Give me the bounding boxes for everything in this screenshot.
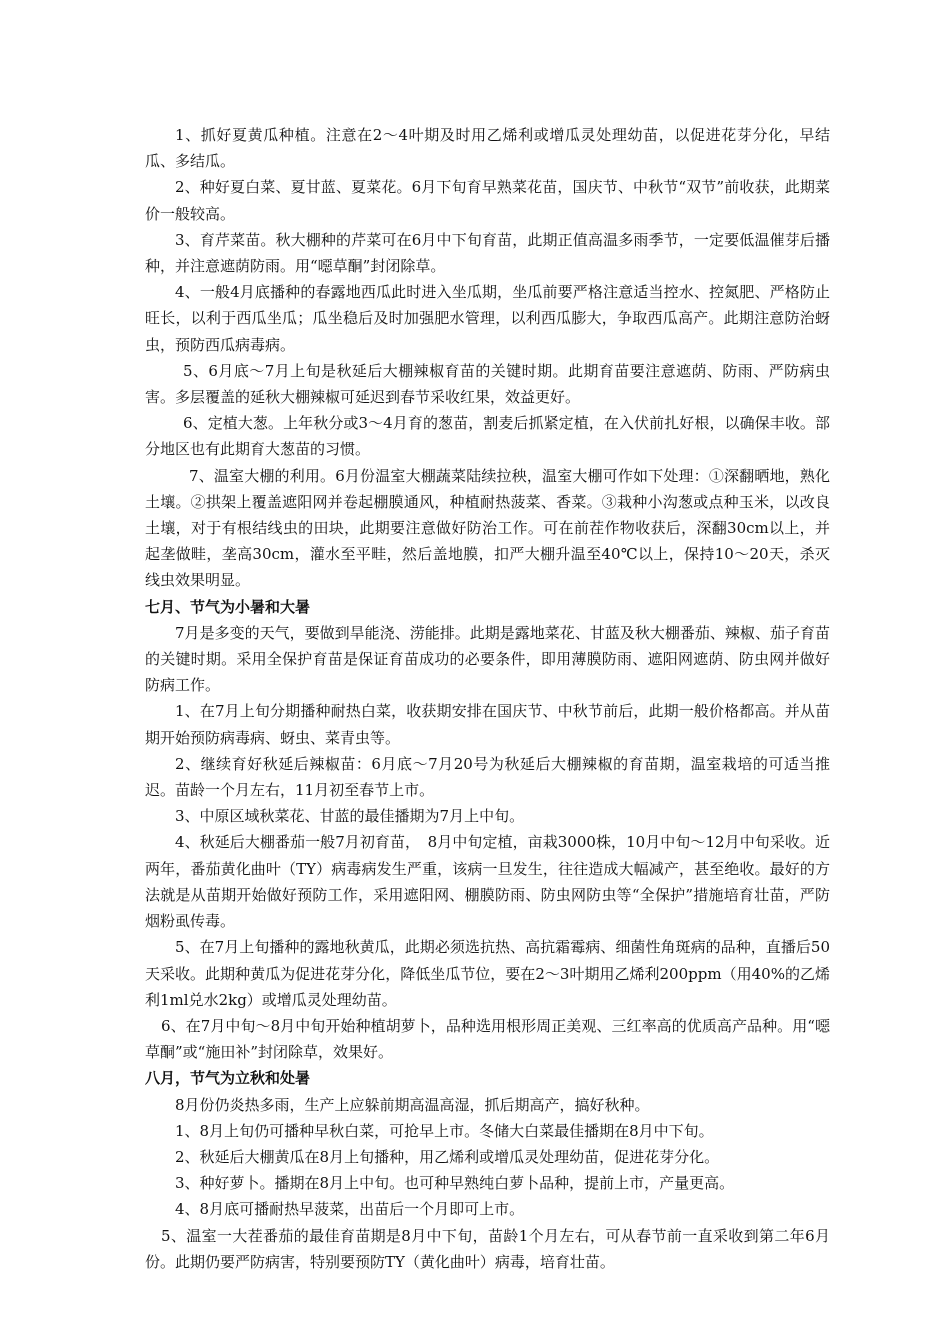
paragraph-august-5: 5、温室一大茬番茄的最佳育苗期是8月中下旬，苗龄1个月左右，可从春节前一直采收到第二年6月份。此期仍要严防病害，特别要预防TY（黄化曲叶）病毒，培育壮苗。 — [145, 1226, 830, 1271]
paragraph-august-intro: 8月份仍炎热多雨，生产上应躲前期高温高湿，抓后期高产，搞好秋种。 — [175, 1095, 650, 1114]
paragraph-summer-cucumber: 1、抓好夏黄瓜种植。注意在2～4叶期及时用乙烯利或增瓜灵处理幼苗，以促进花芽分化，早结瓜、多结瓜。 — [145, 126, 830, 171]
paragraph-july-6: 6、在7月中旬～8月中旬开始种植胡萝卜，品种选用根形周正美观、三红率高的优质高产品种。用“噁草酮”或“施田补”封闭除草，效果好。 — [145, 1016, 830, 1062]
paragraph-august-2: 2、秋延后大棚黄瓜在8月上旬播种，用乙烯利或增瓜灵处理幼苗，促进花芽分化。 — [175, 1147, 720, 1166]
paragraph-watermelon: 4、一般4月底播种的春露地西瓜此时进入坐瓜期，坐瓜前要严格注意适当控水、控氮肥、严格防止旺长，以利于西瓜坐瓜；瓜坐稳后及时加强肥水管理，以利西瓜膨大，争取西瓜高产。此期注意防治蚜虫，预防西瓜病毒病。 — [145, 283, 830, 354]
paragraph-pepper-seedling: 5、6月底～7月上旬是秋延后大棚辣椒育苗的关键时期。此期育苗要注意遮荫、防雨、严防病虫害。多层覆盖的延秋大棚辣椒可延迟到春节采收红果，效益更好。 — [145, 361, 830, 407]
document-body — [145, 122, 830, 1275]
paragraph-summer-cabbage: 2、种好夏白菜、夏甘蓝、夏菜花。6月下旬育早熟菜花苗，国庆节、中秋节“双节”前收获，此期菜价一般较高。 — [145, 178, 830, 223]
paragraph-july-2: 2、继续育好秋延后辣椒苗：6月底～7月20号为秋延后大棚辣椒的育苗期，温室栽培的可适当推迟。苗龄一个月左右，11月初至春节上市。 — [145, 754, 830, 800]
paragraph-celery: 3、育芹菜苗。秋大棚种的芹菜可在6月中下旬育苗，此期正值高温多雨季节，一定要低温催芽后播种，并注意遮荫防雨。用“噁草酮”封闭除草。 — [145, 230, 830, 276]
paragraph-scallion: 6、定植大葱。上年秋分或3～4月育的葱苗，割麦后抓紧定植，在入伏前扎好根，以确保丰收。部分地区也有此期育大葱苗的习惯。 — [145, 414, 830, 459]
heading-august: 八月，节气为立秋和处暑 — [145, 1069, 311, 1088]
paragraph-july-5: 5、在7月上旬播种的露地秋黄瓜，此期必须选抗热、高抗霜霉病、细菌性角斑病的品种，直播后50天采收。此期种黄瓜为促进花芽分化，降低坐瓜节位，要在2～3叶期用乙烯利200ppm（用40%的乙烯利1ml兑水2kg）或增瓜灵处理幼苗。 — [145, 938, 830, 1009]
heading-july: 七月、节气为小暑和大暑 — [145, 597, 311, 616]
paragraph-august-3: 3、种好萝卜。播期在8月上中旬。也可种早熟纯白萝卜品种，提前上市，产量更高。 — [175, 1174, 735, 1193]
paragraph-july-1: 1、在7月上旬分期播种耐热白菜，收获期安排在国庆节、中秋节前后，此期一般价格都高。并从苗期开始预防病毒病、蚜虫、菜青虫等。 — [145, 702, 830, 747]
paragraph-july-intro: 7月是多变的天气，要做到旱能浇、涝能排。此期是露地菜花、甘蓝及秋大棚番茄、辣椒、茄子育苗的关键时期。采用全保护育苗是保证育苗成功的必要条件，即用薄膜防雨、遮阳网遮荫、防虫网并做好防病工作。 — [145, 623, 830, 695]
paragraph-july-4: 4、秋延后大棚番茄一般7月初育苗， 8月中旬定植，亩栽3000株，10月中旬～12月中旬采收。近两年，番茄黄化曲叶（TY）病毒病发生严重，该病一旦发生，往往造成大幅减产，甚至绝收。最好的方法就是从苗期开始做好预防工作，采用遮阳网、棚膜防雨、防虫网防虫等“全保护”措施培育壮苗，严防烟粉虱传毒。 — [145, 833, 830, 931]
paragraph-july-3: 3、中原区域秋菜花、甘蓝的最佳播期为7月上中旬。 — [175, 807, 525, 826]
paragraph-august-1: 1、8月上旬仍可播种早秋白菜，可抢早上市。冬储大白菜最佳播期在8月中下旬。 — [175, 1121, 714, 1140]
paragraph-greenhouse: 7、温室大棚的利用。6月份温室大棚蔬菜陆续拉秧，温室大棚可作如下处理：①深翻晒地，熟化土壤。②拱架上覆盖遮阳网并卷起棚膜通风，种植耐热菠菜、香菜。③栽种小沟葱或点种玉米，以改良土壤，对于有根结线虫的田块，此期要注意做好防治工作。可在前茬作物收获后，深翻30cm以上，并起垄做畦，垄高30cm，灌水至平畦，然后盖地膜，扣严大棚升温至40℃以上，保持10～20天，杀灭线虫效果明显。 — [145, 466, 830, 590]
paragraph-august-4: 4、8月底可播耐热早菠菜，出苗后一个月即可上市。 — [175, 1200, 525, 1219]
